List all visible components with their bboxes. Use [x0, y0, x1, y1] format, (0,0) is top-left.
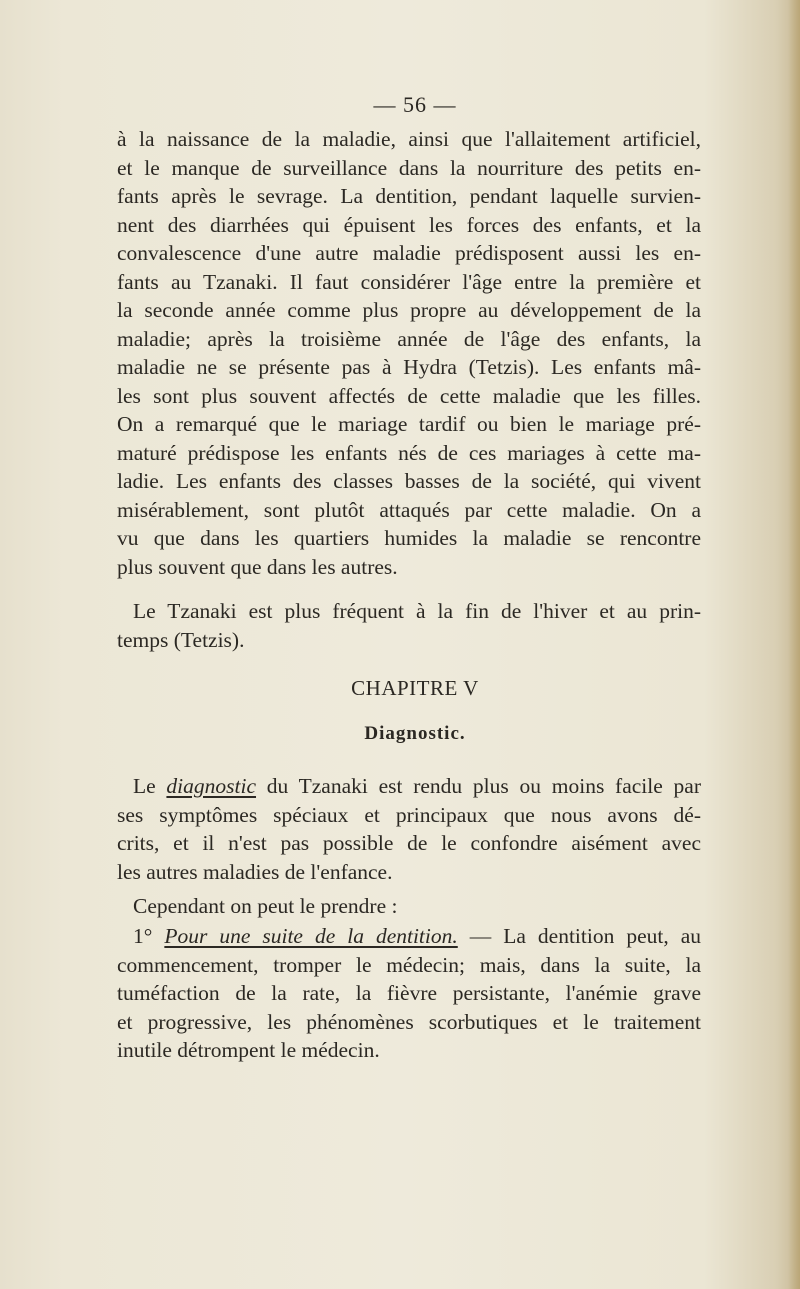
text-line: et le manque de surveillance dans la nourriture des petits en- — [117, 155, 701, 180]
italic-term: diagnostic — [166, 774, 257, 798]
text-run: du Tzanaki est rendu plus ou moins facile par — [256, 774, 701, 798]
text-line: commencement, tromper le médecin; mais, dans la suite, la — [117, 952, 701, 977]
text-line: crits, et il n'est pas possible de le confondre aisément avec — [117, 831, 701, 855]
text-line: misérablement, sont plutôt attaqués par cette maladie. On a — [117, 497, 701, 522]
text-line: plus souvent que dans les autres. — [117, 554, 398, 579]
text-line: maladie; après la troisième année de l'âge des enfants, la — [117, 326, 701, 351]
italic-heading: Pour une suite de la dentition. — [164, 924, 458, 948]
text-line: Le Tzanaki est plus fréquent à la fin de l'hiver et au prin- — [133, 599, 701, 623]
text-line: nent des diarrhées qui épuisent les forces des enfants, et la — [117, 212, 701, 237]
paragraph-4 — [117, 892, 701, 921]
text-run: — La dentition peut, au — [457, 924, 701, 948]
text-line: fants au Tzanaki. Il faut considérer l'âge entre la première et — [117, 269, 701, 294]
paragraph-1 — [117, 125, 701, 581]
text-line — [117, 772, 701, 801]
chapter-title: CHAPITRE V — [351, 676, 479, 700]
page-edge-shadow — [788, 0, 800, 1289]
text-line: à la naissance de la maladie, ainsi que l'allaitement artificiel, — [117, 127, 701, 151]
text-run: 1° — [133, 924, 165, 948]
text-line: inutile détrompent le médecin. — [117, 1038, 380, 1062]
text-line: les sont plus souvent affectés de cette maladie que les filles. — [117, 383, 701, 408]
paragraph-2 — [117, 597, 701, 654]
text-run: Le — [133, 774, 167, 798]
text-line: Cependant on peut le prendre : — [133, 894, 398, 918]
text-line: vu que dans les quartiers humides la maladie se rencontre — [117, 526, 701, 550]
text-line: temps (Tetzis). — [117, 627, 245, 652]
page-number: — 56 — — [373, 92, 457, 117]
text-line: maturé prédispose les enfants nés de ces mariages à cette ma- — [117, 440, 701, 465]
text-line: la seconde année comme plus propre au développement de la — [117, 298, 701, 322]
text-line: tuméfaction de la rate, la fièvre persistante, l'anémie grave — [117, 981, 701, 1005]
text-line: ladie. Les enfants des classes basses de la société, qui vivent — [117, 469, 701, 493]
text-line: les autres maladies de l'enfance. — [117, 859, 393, 884]
text-line — [117, 922, 701, 951]
text-line: convalescence d'une autre maladie prédisposent aussi les en- — [117, 241, 701, 265]
paragraph-3 — [117, 772, 701, 886]
text-line: et progressive, les phénomènes scorbutiques et le traitement — [117, 1009, 701, 1034]
text-line: On a remarqué que le mariage tardif ou bien le mariage pré- — [117, 412, 701, 436]
text-line: ses symptômes spéciaux et principaux que nous avons dé- — [117, 802, 701, 827]
paragraph-5 — [117, 922, 701, 1065]
section-title: Diagnostic. — [364, 723, 466, 744]
text-line: maladie ne se présente pas à Hydra (Tetzis). Les enfants mâ- — [117, 355, 701, 379]
text-line: fants après le sevrage. La dentition, pendant laquelle survien- — [117, 184, 701, 208]
